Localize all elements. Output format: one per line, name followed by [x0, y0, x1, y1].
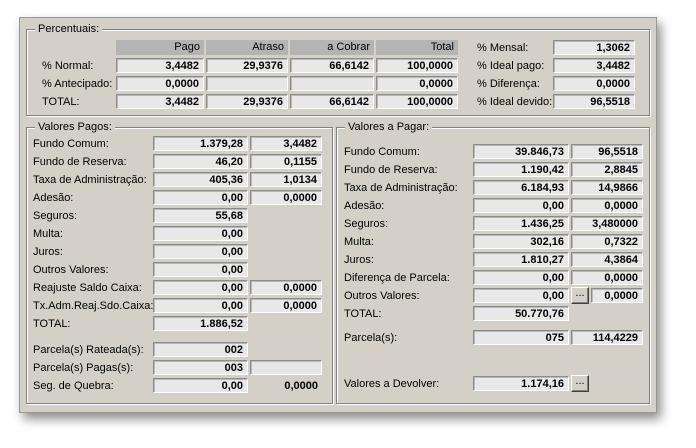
seg-quebra-pct: 0,0000 [284, 380, 318, 392]
parcelas-pct: 114,4229 [571, 330, 643, 345]
valores-devolver-label: Valores a Devolver: [344, 378, 440, 390]
pagos-taxa-adm-label: Taxa de Administração: [33, 174, 147, 186]
pagos-multa-label: Multa: [33, 228, 63, 240]
pagos-total-label: TOTAL: [33, 318, 71, 330]
pagar-taxa-adm-label: Taxa de Administração: [344, 182, 458, 194]
pct-normal-label: % Normal: [42, 60, 94, 72]
parcelas-rateadas-label: Parcela(s) Rateada(s): [33, 344, 144, 356]
pagos-juros-valor: 0,00 [153, 244, 248, 259]
pagos-seguros-valor: 55,68 [153, 208, 248, 223]
pct-total-atraso: 29,9376 [206, 94, 288, 109]
header-a-cobrar: a Cobrar [290, 40, 374, 55]
parcelas-pagas-label: Parcela(s) Pagas(s): [33, 362, 134, 374]
pct-mensal-value: 1,3062 [553, 40, 635, 55]
pct-ideal-devido-value: 96,5518 [553, 94, 635, 109]
pagos-fundo-comum-valor: 1.379,28 [153, 136, 248, 151]
pagar-seguros-pct: 3,480000 [571, 216, 643, 231]
pagar-total-valor: 50.770,76 [473, 306, 569, 321]
pagar-outros-details-button[interactable]: ... [571, 287, 589, 304]
pct-ideal-pago-value: 3,4482 [553, 58, 635, 73]
pagos-taxa-adm-pct: 1,0134 [250, 172, 322, 187]
pct-antecipado-pago: 0,0000 [116, 76, 204, 91]
pagar-multa-pct: 0,7322 [571, 234, 643, 249]
pct-normal-pago: 3,4482 [116, 58, 204, 73]
pct-normal-cobrar: 66,6142 [290, 58, 374, 73]
pct-ideal-devido-label: % Ideal devido: [477, 96, 553, 108]
header-atraso: Atraso [206, 40, 288, 55]
pct-total-pago: 3,4482 [116, 94, 204, 109]
pagar-seguros-valor: 1.436,25 [473, 216, 569, 231]
pagos-fundo-reserva-pct: 0,1155 [250, 154, 322, 169]
pagos-adesao-pct: 0,0000 [250, 190, 322, 205]
pagar-seguros-label: Seguros: [344, 218, 389, 230]
pagos-outros-valor: 0,00 [153, 262, 248, 277]
pagos-juros-label: Juros: [33, 246, 63, 258]
pagos-adesao-label: Adesão: [33, 192, 74, 204]
pagar-outros-pct: 0,0000 [591, 288, 643, 303]
pct-antecipado-cobrar [290, 76, 374, 91]
pagos-seguros-label: Seguros: [33, 210, 78, 222]
pagar-fundo-reserva-pct: 2,8845 [571, 162, 643, 177]
valores-pagar-title: Valores a Pagar: [345, 120, 432, 134]
percentuais-title: Percentuais: [35, 22, 102, 36]
seg-quebra-valor: 0,00 [153, 378, 248, 393]
pagar-fundo-reserva-label: Fundo de Reserva: [344, 164, 438, 176]
pagos-fundo-reserva-label: Fundo de Reserva: [33, 156, 127, 168]
pct-normal-atraso: 29,9376 [206, 58, 288, 73]
pct-antecipado-total: 0,0000 [376, 76, 458, 91]
pct-diferenca-value: 0,0000 [553, 76, 635, 91]
pct-total-label: TOTAL: [42, 96, 80, 108]
pct-antecipado-atraso [206, 76, 288, 91]
pagar-juros-valor: 1.810,27 [473, 252, 569, 267]
pagar-adesao-pct: 0,0000 [571, 198, 643, 213]
valores-pagos-title: Valores Pagos: [35, 120, 115, 134]
pagar-adesao-valor: 0,00 [473, 198, 569, 213]
parcelas-pagas-extra [250, 360, 322, 375]
pagar-juros-label: Juros: [344, 254, 374, 266]
pagos-adesao-valor: 0,00 [153, 190, 248, 205]
pagar-diferenca-label: Diferença de Parcela: [344, 272, 450, 284]
pagos-txadm-reaj-valor: 0,00 [153, 298, 248, 313]
valores-devolver-details-button[interactable]: ... [571, 375, 589, 392]
financial-summary-window [19, 17, 657, 413]
pagos-reajuste-valor: 0,00 [153, 280, 248, 295]
pagar-diferenca-pct: 0,0000 [571, 270, 643, 285]
pagar-outros-valor: 0,00 [473, 288, 569, 303]
header-total: Total [376, 40, 458, 55]
valores-devolver-valor: 1.174,16 [473, 376, 569, 391]
pagos-taxa-adm-valor: 405,36 [153, 172, 248, 187]
pagar-adesao-label: Adesão: [344, 200, 385, 212]
pagar-multa-label: Multa: [344, 236, 374, 248]
pagar-juros-pct: 4,3864 [571, 252, 643, 267]
pagar-taxa-adm-valor: 6.184,93 [473, 180, 569, 195]
pagar-fundo-reserva-valor: 1.190,42 [473, 162, 569, 177]
pct-antecipado-label: % Antecipado: [42, 78, 113, 90]
pagos-outros-label: Outros Valores: [33, 264, 109, 276]
pagos-fundo-reserva-valor: 46,20 [153, 154, 248, 169]
pagar-taxa-adm-pct: 14,9866 [571, 180, 643, 195]
parcelas-rateadas-valor: 002 [153, 342, 248, 357]
parcelas-valor: 075 [473, 330, 569, 345]
pagos-txadm-reaj-pct: 0,0000 [250, 298, 322, 313]
pagar-fundo-comum-pct: 96,5518 [571, 144, 643, 159]
pct-total-cobrar: 66,6142 [290, 94, 374, 109]
pagar-total-label: TOTAL: [344, 308, 382, 320]
pagos-reajuste-label: Reajuste Saldo Caixa: [33, 282, 142, 294]
pagos-txadm-reaj-label: Tx.Adm.Reaj.Sdo.Caixa: [33, 300, 154, 312]
pagar-outros-label: Outros Valores: [344, 290, 420, 302]
seg-quebra-label: Seg. de Quebra: [33, 380, 114, 392]
pagos-total-valor: 1.886,52 [153, 316, 248, 331]
pagar-multa-valor: 302,16 [473, 234, 569, 249]
pct-normal-total: 100,0000 [376, 58, 458, 73]
parcelas-label: Parcela(s): [344, 332, 398, 344]
pct-total-total: 100,0000 [376, 94, 458, 109]
pagos-multa-valor: 0,00 [153, 226, 248, 241]
pct-ideal-pago-label: % Ideal pago: [477, 60, 545, 72]
pagar-fundo-comum-label: Fundo Comum: [344, 146, 420, 158]
parcelas-pagas-valor: 003 [153, 360, 248, 375]
pct-mensal-label: % Mensal: [477, 42, 529, 54]
pagos-reajuste-pct: 0,0000 [250, 280, 322, 295]
pagos-fundo-comum-label: Fundo Comum: [33, 138, 109, 150]
pagar-diferenca-valor: 0,00 [473, 270, 569, 285]
pagar-fundo-comum-valor: 39.846,73 [473, 144, 569, 159]
header-pago: Pago [116, 40, 204, 55]
pct-diferenca-label: % Diferença: [477, 78, 540, 90]
pagos-fundo-comum-pct: 3,4482 [250, 136, 322, 151]
